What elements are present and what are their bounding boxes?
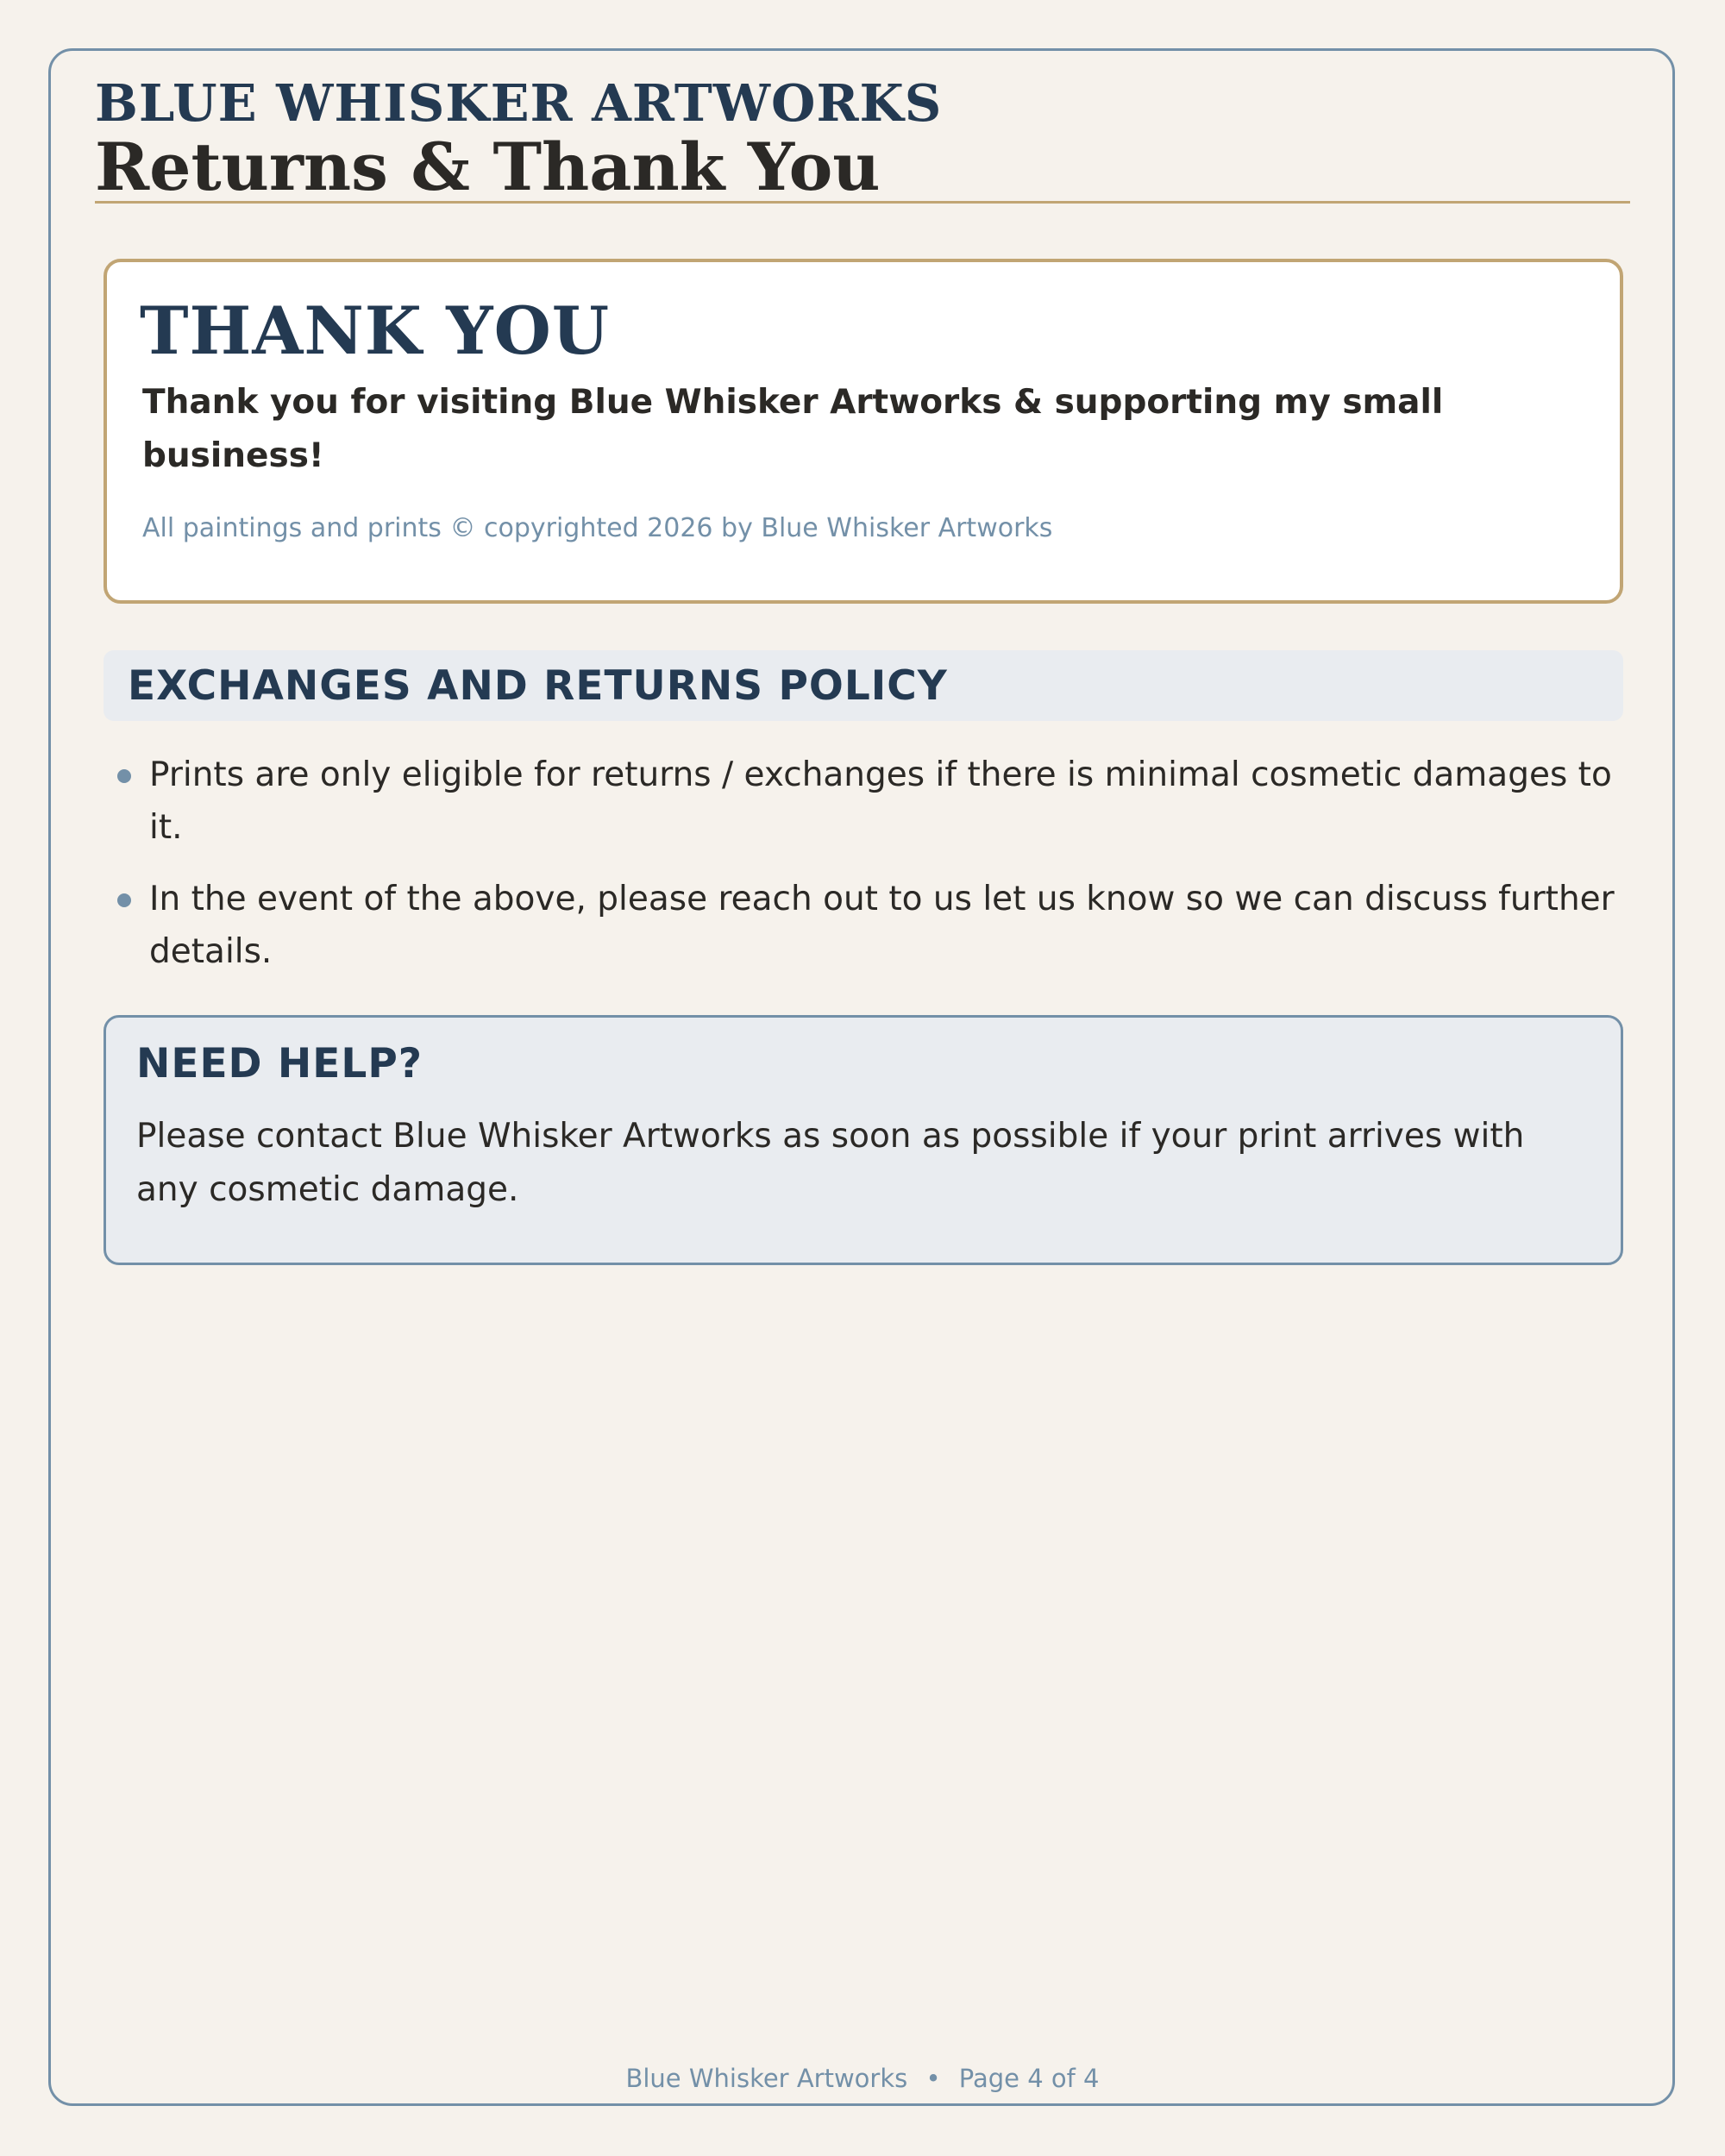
page-title: Returns & Thank You: [95, 128, 881, 205]
thank-you-message: Thank you for visiting Blue Whisker Artworks & supporting my small business!: [142, 383, 1444, 475]
copyright-notice: All paintings and prints © copyrighted 2026 by Blue Whisker Artworks: [142, 513, 1053, 543]
policy-item-text: Prints are only eligible for returns / exchanges if there is minimal cosmetic damages to it.: [149, 755, 1612, 847]
title-divider: [95, 201, 1630, 204]
footer-separator: •: [925, 2064, 941, 2093]
help-text: Please contact Blue Whisker Artworks as soon as possible if your print arrives with any cosmetic damage.: [136, 1117, 1525, 1209]
thank-you-heading: THANK YOU: [140, 292, 611, 369]
policy-heading: EXCHANGES AND RETURNS POLICY: [128, 662, 948, 710]
bullet-icon: [117, 893, 131, 907]
page-number: Page 4 of 4: [958, 2064, 1100, 2093]
policy-item-text: In the event of the above, please reach out to us let us know so we can discuss further details.: [149, 880, 1615, 971]
footer-brand: Blue Whisker Artworks: [625, 2064, 908, 2093]
brand-name: BLUE WHISKER ARTWORKS: [95, 73, 943, 133]
page-footer: [0, 2064, 1725, 2093]
help-heading: NEED HELP?: [136, 1040, 423, 1087]
bullet-icon: [117, 769, 131, 783]
